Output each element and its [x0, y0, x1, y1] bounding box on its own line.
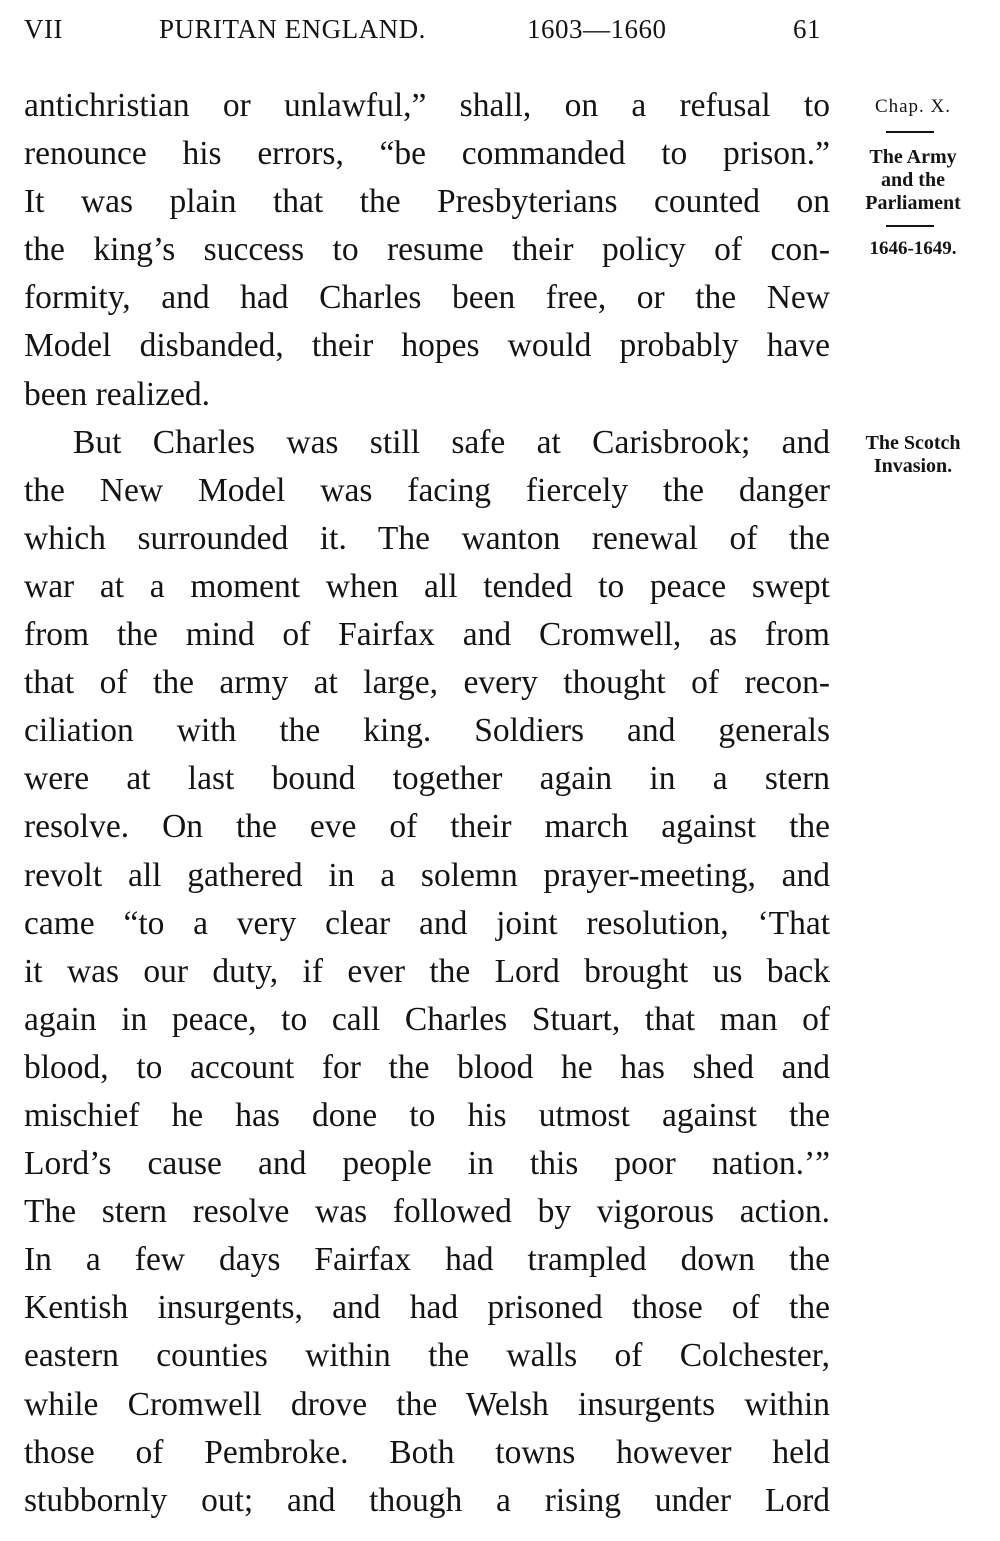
- text-line: which surrounded it. The wanton renewal of the: [24, 519, 830, 557]
- header-chapter-number: VII: [24, 14, 63, 44]
- text-line: resolve. On the eve of their march against the: [24, 808, 830, 846]
- text-line: eastern counties within the walls of Colchester,: [24, 1337, 830, 1375]
- text-line: ciliation with the king. Soldiers and generals: [24, 712, 830, 750]
- text-line: Model disbanded, their hopes would probably have: [24, 327, 830, 365]
- text-line: again in peace, to call Charles Stuart, that man of: [24, 1000, 830, 1038]
- sidenote-section-line: The Army: [869, 146, 957, 168]
- text-line: while Cromwell drove the Welsh insurgents within: [24, 1385, 830, 1423]
- text-line: the New Model was facing fiercely the danger: [24, 471, 830, 509]
- sidenote-rule: [886, 225, 934, 227]
- text-line: Kentish insurgents, and had prisoned those of the: [24, 1289, 830, 1327]
- text-line: from the mind of Fairfax and Cromwell, as from: [24, 616, 830, 654]
- sidenote-topic: [843, 432, 983, 478]
- text-line: formity, and had Charles been free, or the New: [24, 279, 830, 317]
- text-line: blood, to account for the blood he has shed and: [24, 1048, 830, 1086]
- text-line: it was our duty, if ever the Lord brought us back: [24, 952, 830, 990]
- text-line: antichristian or unlawful,” shall, on a refusal to: [24, 87, 830, 124]
- sidenote-section-line: and the: [881, 169, 945, 191]
- text-line: the king’s success to resume their policy of con-: [24, 231, 830, 269]
- text-line: been realized.: [24, 375, 210, 413]
- text-line: Lord’s cause and people in this poor nation.’”: [24, 1145, 830, 1183]
- text-line: It was plain that the Presbyterians counted on: [24, 183, 830, 221]
- text-line: But Charles was still safe at Carisbrook; and: [73, 423, 830, 461]
- running-header: [24, 14, 830, 50]
- text-line: those of Pembroke. Both towns however held: [24, 1433, 830, 1471]
- text-line: The stern resolve was followed by vigorous action.: [24, 1193, 830, 1231]
- sidenote-section: [843, 146, 983, 215]
- sidenote-topic-line: The Scotch: [865, 432, 961, 454]
- sidenote-dates: 1646-1649.: [869, 238, 957, 259]
- text-line: In a few days Fairfax had trampled down the: [24, 1241, 830, 1279]
- text-line: war at a moment when all tended to peace swept: [24, 567, 830, 605]
- text-line: revolt all gathered in a solemn prayer-meeting, and: [24, 856, 830, 894]
- header-book-title: PURITAN ENGLAND.: [159, 14, 426, 44]
- text-line: stubbornly out; and though a rising under Lord: [24, 1481, 830, 1519]
- text-line: were at last bound together again in a stern: [24, 760, 830, 798]
- header-years: 1603—1660: [527, 14, 667, 44]
- text-line: came “to a very clear and joint resolution, ‘That: [24, 904, 830, 942]
- sidenote-rule: [886, 131, 934, 133]
- main-text-column: [24, 82, 830, 1525]
- sidenote-chapter: Chap. X.: [874, 96, 952, 117]
- sidenote-section-line: Parliament: [865, 192, 961, 214]
- sidenote-topic-line: Invasion.: [873, 455, 953, 477]
- text-line: mischief he has done to his utmost against the: [24, 1096, 830, 1134]
- page-number: 61: [793, 14, 821, 44]
- text-line: that of the army at large, every thought of recon-: [24, 664, 830, 702]
- text-line: renounce his errors, “be commanded to prison.”: [24, 135, 830, 173]
